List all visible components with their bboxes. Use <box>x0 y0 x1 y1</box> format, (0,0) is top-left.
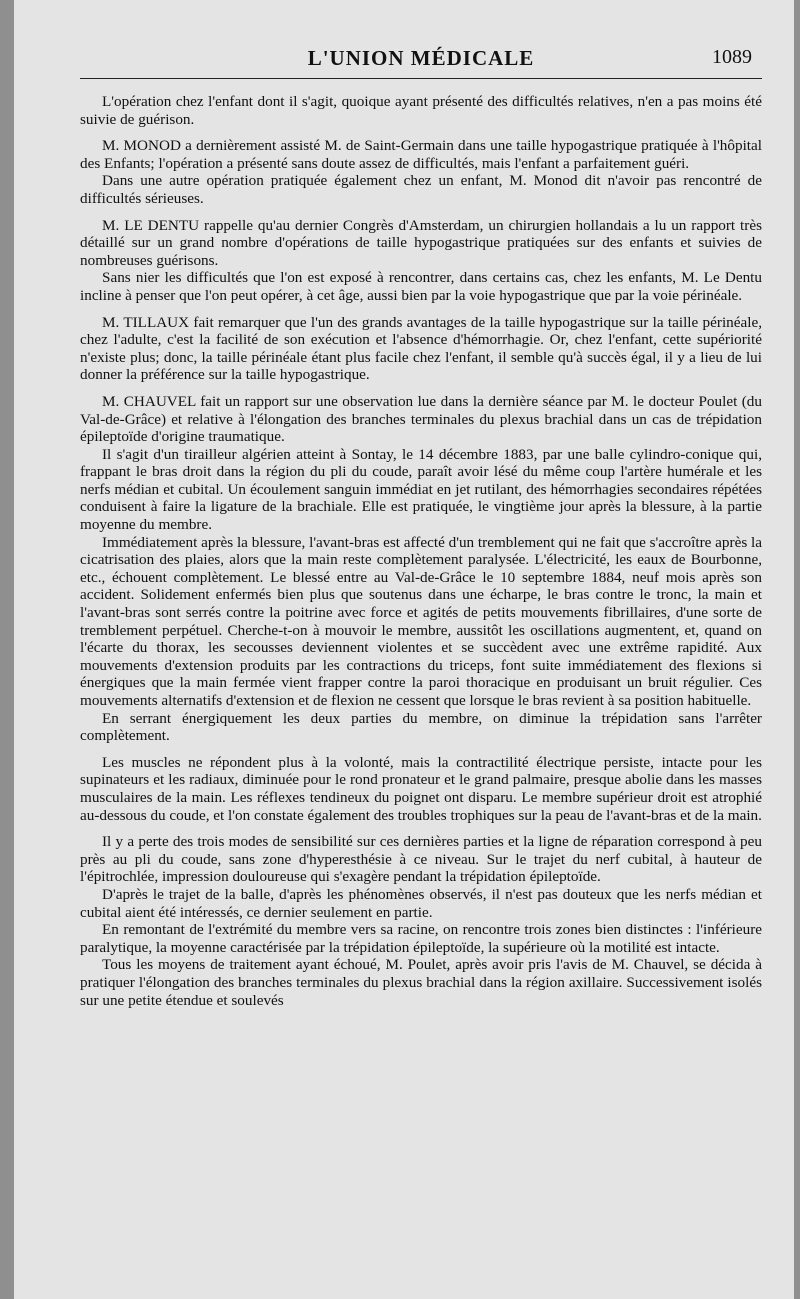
paragraph: L'opération chez l'enfant dont il s'agit, quoique ayant présenté des difficultés relatives, n'en a pas moins été suivie de guérison. <box>80 93 762 128</box>
paragraph: En serrant énergiquement les deux parties du membre, on diminue la trépidation sans l'arrêter complètement. <box>80 709 762 745</box>
paragraph: Il y a perte des trois modes de sensibilité sur ces dernières parties et la ligne de réparation correspond à peu près au pli du coude, sans zone d'hyperesthésie à ce niveau. Sur le trajet du nerf cubital, à hauteur de l'épitrochlée, impression douloureuse qui s'exagère pendant la trépidation épileptoïde. <box>80 833 762 886</box>
paragraph: M. MONOD a dernièrement assisté M. de Saint-Germain dans une taille hypogastrique pratiquée à l'hôpital des Enfants; l'opération a présenté sans doute assez de difficultés, mais l'enfant a parfaitement guéri. <box>80 137 762 172</box>
paragraph: D'après le trajet de la balle, d'après les phénomènes observés, il n'est pas douteux que les nerfs médian et cubital aient été intéressés, ce dernier seulement en partie. <box>80 885 762 921</box>
paragraph: Tous les moyens de traitement ayant échoué, M. Poulet, après avoir pris l'avis de M. Chauvel, se décida à pratiquer l'élongation des branches terminales du plexus brachial dans la région axillaire. Successivement isolés sur une petite étendue et soulevés <box>80 956 762 1009</box>
running-header <box>80 44 762 79</box>
paragraph: Les muscles ne répondent plus à la volonté, mais la contractilité électrique persiste, intacte pour les supinateurs et les radiaux, diminuée pour le rond pronateur et le grand palmaire, presque abolie dans les masses musculaires de la main. Les réflexes tendineux du poignet ont disparu. Le membre supérieur droit est atrophié au-dessous du coude, et l'on constate également des troubles trophiques sur la peau de l'avant-bras et de la main. <box>80 753 762 824</box>
page-number: 1089 <box>712 46 752 68</box>
paragraph: Dans une autre opération pratiquée également chez un enfant, M. Monod dit n'avoir pas rencontré de difficultés sérieuses. <box>80 172 762 207</box>
paragraph: M. TILLAUX fait remarquer que l'un des grands avantages de la taille hypogastrique sur la taille périnéale, chez l'adulte, c'est la facilité de son exécution et l'absence d'hémorrhagie. Or, chez l'enfant, cette supériorité n'existe plus; donc, la taille périnéale étant plus facile chez l'enfant, il semble qu'à succès égal, il y a lieu de lui donner la préférence sur la taille hypogastrique. <box>80 313 762 384</box>
journal-title: L'UNION MÉDICALE <box>307 46 535 70</box>
article-body <box>80 93 762 1009</box>
paragraph: Sans nier les difficultés que l'on est exposé à rencontrer, dans certains cas, chez les enfants, M. Le Dentu incline à penser que l'on peut opérer, à cet âge, aussi bien par la voie hypogastrique que par la voie périnéale. <box>80 269 762 304</box>
paragraph: M. CHAUVEL fait un rapport sur une observation lue dans la dernière séance par M. le docteur Poulet (du Val-de-Grâce) et relative à l'élongation des branches terminales du plexus brachial dans un cas de trépidation épileptoïde d'origine traumatique. <box>80 392 762 446</box>
paragraph: M. LE DENTU rappelle qu'au dernier Congrès d'Amsterdam, un chirurgien hollandais a lu un rapport très détaillé sur un grand nombre d'opérations de taille hypogastrique pratiquées sur des enfants et suivies de nombreuses guérisons. <box>80 216 762 269</box>
paragraph: Immédiatement après la blessure, l'avant-bras est affecté d'un tremblement qui ne fait que s'accroître après la cicatrisation des plaies, alors que la main reste complètement paralysée. L'électricité, les eaux de Bourbonne, etc., échouent complètement. Le blessé entre au Val-de-Grâce le 10 septembre 1884, neuf mois après son accident. Solidement enfermés bien plus que soutenus dans une écharpe, le bras contre le tronc, la main et l'avant-bras sont serrés contre la poitrine avec force et agités de petits mouvements fibrillaires, d'une sorte de tremblement perpétuel. Cherche-t-on à mouvoir le membre, aussitôt les oscillations augmentent, et, quand on l'écarte du thorax, les secousses deviennent violentes et se succèdent avec une extrême rapidité. Aux mouvements d'extension produits par les contractions du triceps, font suite immédiatement des flexions si énergiques que la main fermée vient frapper contre la paroi thoracique en produisant un bruit régulier. Ces mouvements alternatifs d'extension et de flexion ne cessent que lorsque le bras revient à sa position habituelle. <box>80 533 762 709</box>
document-page <box>14 0 794 1299</box>
paragraph: Il s'agit d'un tirailleur algérien atteint à Sontay, le 14 décembre 1883, par une balle cylindro-conique qui, frappant le bras droit dans la région du pli du coude, paraît avoir lésé du même coup l'artère humérale et les nerfs médian et cubital. Un écoulement sanguin immédiat en jet rutilant, des hémorrhagies secondaires répétées conduisent à faire la ligature de la brachiale. Elle est pratiquée, le vingtième jour après la blessure, à la partie moyenne du membre. <box>80 445 762 534</box>
paragraph: En remontant de l'extrémité du membre vers sa racine, on rencontre trois zones bien distinctes : l'inférieure paralytique, la moyenne caractérisée par la trépidation épileptoïde, la supérieure où la motilité est intacte. <box>80 921 762 956</box>
